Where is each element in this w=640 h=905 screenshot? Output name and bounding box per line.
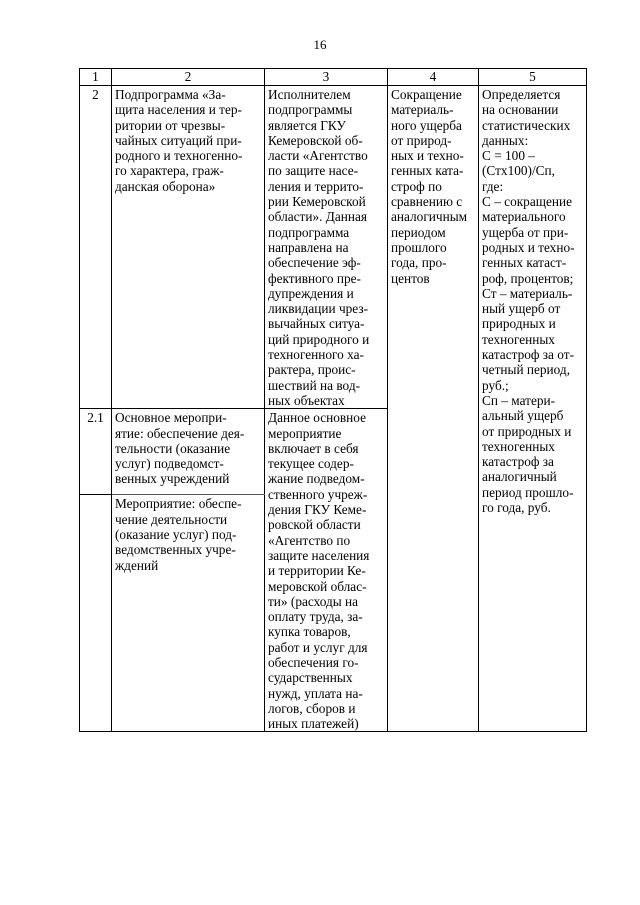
text-line: Определяется: [482, 87, 561, 102]
subprogram-name: [112, 86, 265, 409]
text-line: статистических: [482, 117, 571, 133]
main-activity-name: [112, 409, 265, 495]
text-line: данская оборона»: [115, 178, 216, 194]
text-line: направлена на: [268, 239, 349, 255]
text-line: ций природного и: [268, 331, 370, 347]
text-line: техногенных: [482, 331, 555, 347]
text-line: центов: [391, 270, 430, 286]
text-line: логов, сборов и: [268, 700, 356, 716]
text-line: подпрограммы: [268, 102, 353, 118]
text-line: услуг) подведомст-: [115, 456, 224, 472]
text-line: на основании: [482, 102, 559, 118]
text-line: иных платежей): [268, 716, 359, 732]
text-line: сравнению с: [391, 194, 463, 210]
text-line: техногенных: [482, 438, 555, 454]
text-line: где:: [482, 178, 504, 194]
text-line: Кемеровской об-: [268, 132, 363, 148]
text-line: ровской области: [268, 517, 361, 533]
text-line: мероприятие: [268, 425, 342, 441]
indicator-name: [388, 86, 479, 732]
text-line: родных и техно-: [482, 239, 575, 255]
text-line: строф по: [391, 178, 442, 194]
text-line: ущерба от при-: [482, 224, 569, 240]
column-numbers-row: [80, 69, 587, 86]
text-line: аналогичным: [391, 209, 468, 225]
text-line: ласти «Агентство: [268, 148, 368, 164]
text-line: техногенного ха-: [268, 347, 364, 363]
text-line: го года, руб.: [482, 500, 551, 516]
text-line: ный ущерб от: [482, 301, 561, 317]
indicator-method: [479, 86, 587, 732]
text-line: меровской облас-: [268, 578, 367, 594]
text-line: материального: [482, 209, 566, 225]
text-line: щита населения и тер-: [115, 102, 242, 118]
text-line: рактера, проис-: [268, 362, 356, 378]
text-line: генных катаст-: [482, 255, 567, 271]
activity-name: [112, 495, 265, 732]
text-line: работ и услуг для: [268, 639, 368, 655]
text-line: и территории Ке-: [268, 563, 366, 579]
text-line: катастроф за от-: [482, 347, 574, 363]
text-line: периодом: [391, 224, 446, 240]
text-line: защите населения: [268, 547, 370, 563]
table-row-subprogram: [80, 86, 587, 409]
text-line: ти» (расходы на: [268, 593, 359, 609]
text-line: жание подведом-: [268, 471, 365, 487]
text-line: ритории от чрезвы-: [115, 117, 226, 133]
text-line: тельности (оказание: [115, 440, 231, 456]
text-line: ведомственных учре-: [115, 542, 236, 558]
text-line: данных:: [482, 132, 529, 148]
text-line: период прошло-: [482, 484, 574, 500]
text-line: по защите насе-: [268, 163, 359, 179]
text-line: обеспечения го-: [268, 654, 359, 670]
text-line: (Стх100)/Сп,: [482, 163, 555, 179]
text-line: ных объектах: [268, 392, 345, 408]
text-line: ственного учреж-: [268, 486, 368, 502]
column-number-1: 1: [80, 69, 112, 86]
text-line: года, про-: [391, 255, 447, 271]
text-line: чение деятельности: [115, 511, 228, 527]
text-line: Подпрограмма «За-: [115, 87, 226, 102]
text-line: природных и: [482, 316, 556, 332]
empty-cell: [80, 495, 112, 732]
text-line: дения ГКУ Кеме-: [268, 502, 367, 518]
text-line: (оказание услуг) под-: [115, 527, 237, 543]
text-line: ждений: [115, 557, 159, 573]
text-line: Основное меропри-: [115, 410, 227, 426]
text-line: Сокращение: [391, 87, 462, 102]
text-line: дупреждения и: [268, 285, 354, 301]
main-activity-description: [265, 409, 388, 732]
text-line: катастроф за: [482, 454, 554, 470]
text-line: ного ущерба: [391, 117, 462, 133]
text-line: текущее содер-: [268, 456, 354, 472]
text-line: Ст – материаль-: [482, 285, 573, 301]
text-line: ятие: обеспечение дея-: [115, 425, 245, 441]
text-line: нужд, уплата на-: [268, 685, 363, 701]
text-line: области». Данная: [268, 209, 367, 225]
column-number-3: 3: [265, 69, 388, 86]
text-line: является ГКУ: [268, 117, 346, 133]
text-line: ления и террито-: [268, 178, 364, 194]
text-line: аналогичный: [482, 469, 557, 485]
text-line: от природных и: [482, 423, 572, 439]
text-line: купка товаров,: [268, 624, 351, 640]
text-line: чайных ситуаций при-: [115, 132, 242, 148]
text-line: шествий на вод-: [268, 377, 361, 393]
text-line: сударственных: [268, 670, 353, 686]
column-number-5: 5: [479, 69, 587, 86]
text-line: Исполнителем: [268, 87, 351, 102]
text-line: роф, процентов;: [482, 270, 574, 286]
text-line: го характера, граж-: [115, 163, 224, 179]
text-line: С = 100 –: [482, 148, 535, 164]
text-line: альный ущерб: [482, 408, 564, 424]
text-line: ликвидации чрез-: [268, 301, 369, 317]
text-line: рии Кемеровской: [268, 194, 366, 210]
text-line: ных и техно-: [391, 148, 464, 164]
program-table: [79, 68, 587, 732]
text-line: прошлого: [391, 239, 447, 255]
text-line: венных учреждений: [115, 471, 230, 487]
page-number: 16: [313, 37, 327, 52]
text-line: С – сокращение: [482, 194, 573, 210]
text-line: включает в себя: [268, 440, 359, 456]
text-line: оплату труда, за-: [268, 609, 363, 625]
text-line: родного и техногенно-: [115, 148, 243, 164]
text-line: четный период,: [482, 362, 571, 378]
text-line: Мероприятие: обеспе-: [115, 496, 242, 512]
text-line: подпрограмма: [268, 224, 350, 240]
text-line: Данное основное: [268, 410, 366, 426]
row-number: 2.1: [80, 409, 112, 495]
text-line: Сп – матери-: [482, 392, 556, 408]
text-line: материаль-: [391, 102, 454, 118]
text-line: генных ката-: [391, 163, 464, 179]
subprogram-description: [265, 86, 388, 409]
text-line: фективного пре-: [268, 270, 361, 286]
text-line: от природ-: [391, 132, 452, 148]
column-number-4: 4: [388, 69, 479, 86]
text-line: руб.;: [482, 377, 509, 393]
text-line: «Агентство по: [268, 532, 351, 548]
column-number-2: 2: [112, 69, 265, 86]
text-line: обеспечение эф-: [268, 255, 361, 271]
row-number: 2: [80, 86, 112, 409]
text-line: вычайных ситуа-: [268, 316, 365, 332]
